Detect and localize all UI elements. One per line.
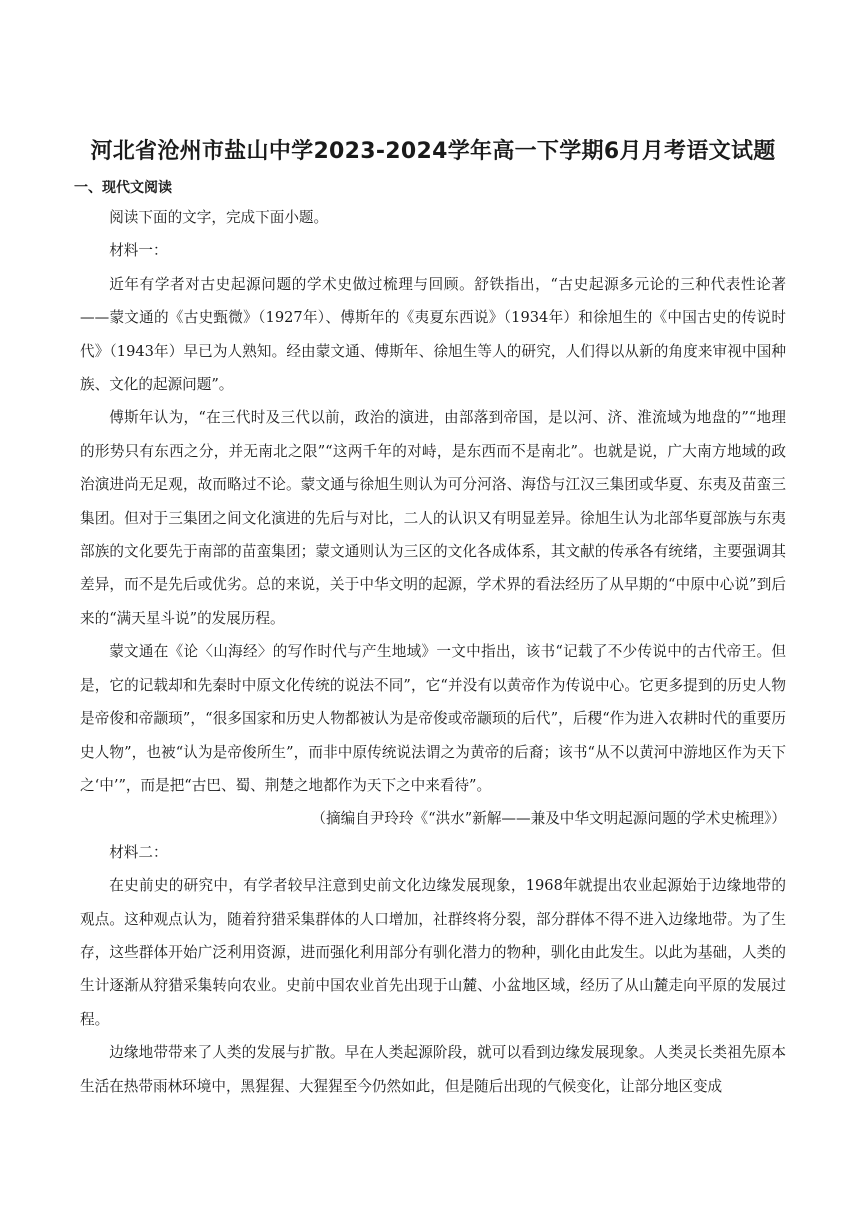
section-heading: 一、现代文阅读 (74, 180, 172, 196)
document-title: 河北省沧州市盐山中学2023-2024学年高一下学期6月月考语文试题 (90, 139, 776, 164)
document-page (74, 134, 786, 1103)
instruction-text: 阅读下面的文字，完成下面小题。 (109, 209, 329, 226)
material1-paragraph: 傅斯年认为，“在三代时及三代以前，政治的演进，由部落到帝国，是以河、济、淮流域为地盘的”“地理的形势只有东西之分，并无南北之限”“这两千年的对峙，是东西而不是南北”。也就是说，广大南方地域的政治演进尚无足观，故而略过不论。蒙文通与徐旭生则认为可分河洛、海岱与江汉三集团或华夏、东夷及苗蛮三集团。但对于三集团之间文化演进的先后与对比，二人的认识又有明显差异。徐旭生认为北部华夏部族与东夷部族的文化要先于南部的苗蛮集团；蒙文通则认为三区的文化各成体系，其文献的传承各有统绪，主要强调其差异，而不是先后或优劣。总的来说，关于中华文明的起源，学术界的看法经历了从早期的“中原中心说”到后来的“满天星斗说”的发展历程。 (80, 409, 786, 627)
material1-paragraph: 近年有学者对古史起源问题的学术史做过梳理与回顾。舒铁指出，“古史起源多元论的三种代表性论著——蒙文通的《古史甄微》（1927年）、傅斯年的《夷夏东西说》（1934年）和徐旭生的《中国古史的传说时代》（1943年）早已为人熟知。经由蒙文通、傅斯年、徐旭生等人的研究，人们得以从新的角度来审视中国种族、文化的起源问题”。 (80, 275, 786, 394)
material1-label: 材料一： (109, 242, 168, 260)
material2-label: 材料二： (109, 843, 168, 861)
material2-paragraph: 边缘地带带来了人类的发展与扩散。早在人类起源阶段，就可以看到边缘发展现象。人类灵长类祖先原本生活在热带雨林环境中，黑猩猩、大猩猩至今仍然如此，但是随后出现的气候变化，让部分地区变成 (80, 1044, 786, 1095)
material1-paragraph: 蒙文通在《论〈山海经〉的写作时代与产生地域》一文中指出，该书“记载了不少传说中的古代帝王。但是，它的记载却和先秦时中原文化传统的说法不同”，它“并没有以黄帝作为传说中心。它更多提到的历史人物是帝俊和帝颛顼”，“很多国家和历史人物都被认为是帝俊或帝颛顼的后代”，后稷“作为进入农耕时代的重要历史人物”，也被“认为是帝俊所生”，而非中原传统说法谓之为黄帝的后裔；该书“从不以黄河中游地区作为天下之‘中’”，而是把“古巴、蜀、荆楚之地都作为天下之中来看待”。 (80, 643, 786, 794)
material2-paragraph: 在史前史的研究中，有学者较早注意到史前文化边缘发展现象，1968年就提出农业起源始于边缘地带的观点。这种观点认为，随着狩猎采集群体的人口增加，社群终将分裂，部分群体不得不进入边缘地带。为了生存，这些群体开始广泛利用资源，进而强化利用部分有驯化潜力的物种，驯化由此发生。以此为基础，人类的生计逐渐从狩猎采集转向农业。史前中国农业首先出现于山麓、小盆地区域，经历了从山麓走向平原的发展过程。 (80, 877, 786, 1028)
material1-source: （摘编自尹玲玲《“洪水”新解——兼及中华文明起源问题的学术史梳理》） (311, 810, 786, 828)
